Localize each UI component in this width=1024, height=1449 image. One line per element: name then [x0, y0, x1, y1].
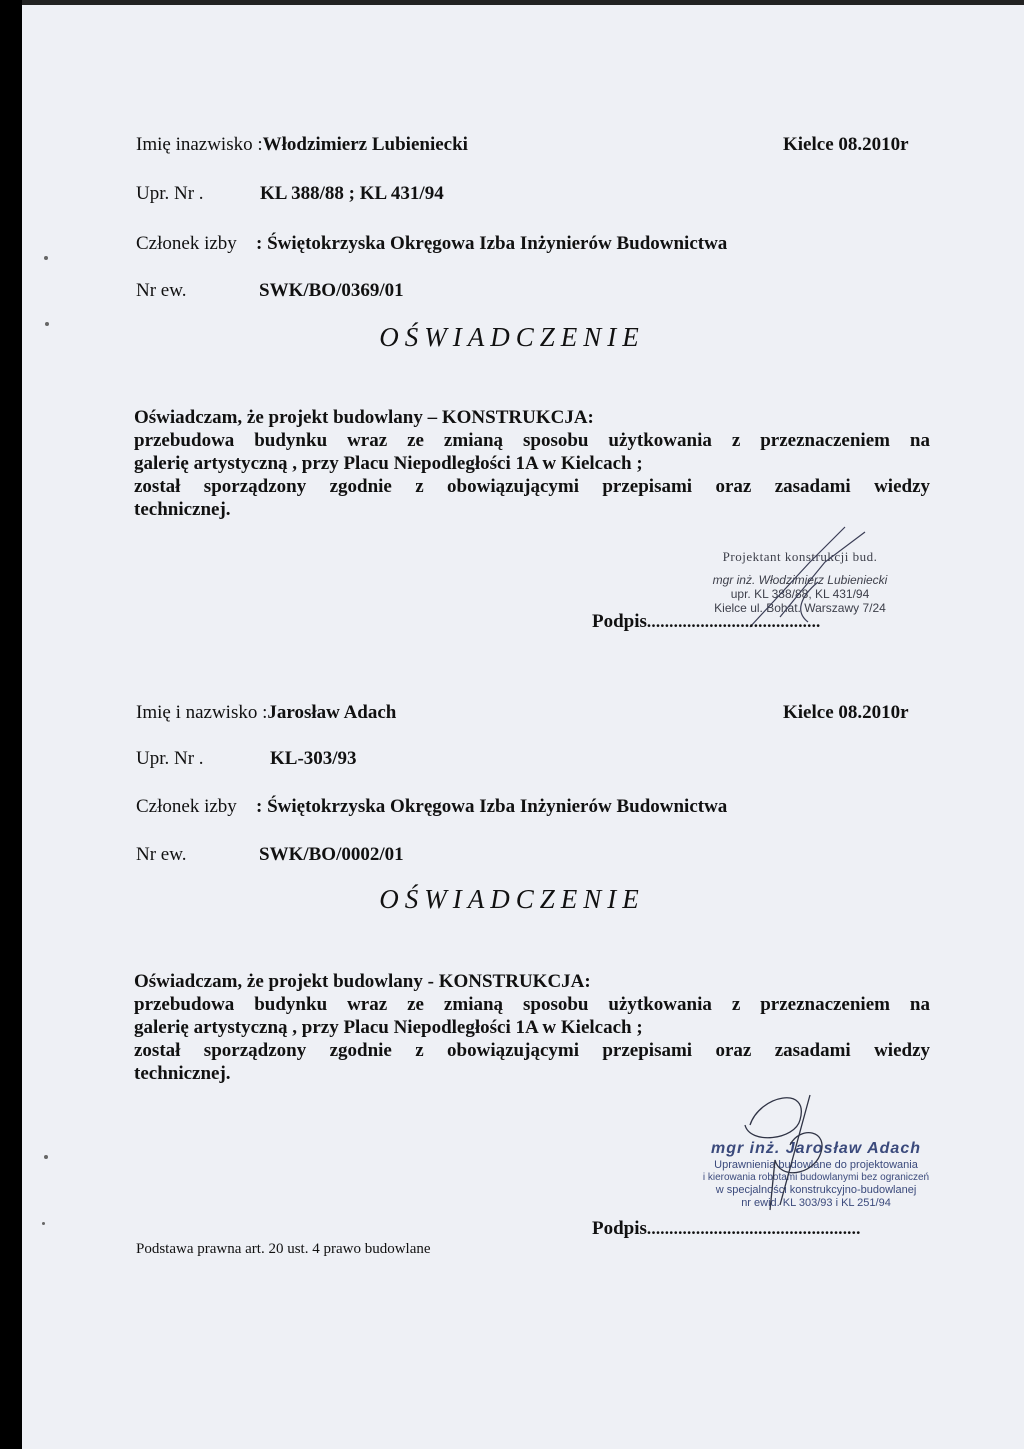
- scan-artifact-dot: [44, 1155, 48, 1159]
- body-line: technicznej.: [134, 1063, 231, 1084]
- place-date: Kielce 08.2010r: [783, 134, 909, 155]
- nr-ew-label: Nr ew.: [136, 844, 187, 865]
- nr-ew-label: Nr ew.: [136, 280, 187, 301]
- signature-label: Podpis: [592, 611, 647, 632]
- declaration-title: OŚWIADCZENIE: [379, 322, 645, 352]
- declaration-body: [134, 970, 930, 1085]
- upr-label: Upr. Nr .: [136, 748, 204, 769]
- stamp-line: mgr inż. Włodzimierz Lubieniecki: [712, 573, 888, 587]
- scan-left-edge: [0, 0, 22, 1449]
- signature-dots: .......................................: [646, 612, 821, 631]
- body-line: technicznej.: [134, 499, 231, 520]
- stamp-line: w specjalności konstrukcyjno-budowlanej: [715, 1184, 917, 1196]
- stamp-line: mgr inż. Jarosław Adach: [710, 1140, 921, 1157]
- stamp-line: Projektant konstrukcji bud.: [722, 549, 878, 564]
- body-line: Oświadczam, że projekt budowlany - KONSTRUKCJA:: [134, 971, 591, 992]
- stamp-line: Uprawnienia budowlane do projektowania: [714, 1159, 918, 1171]
- stamp-line: upr. KL 388/88, KL 431/94: [730, 587, 870, 601]
- signature-line: [592, 611, 820, 633]
- body-line: Oświadczam, że projekt budowlany – KONSTRUKCJA:: [134, 407, 594, 428]
- body-line: został sporządzony zgodnie z obowiązującymi przepisami oraz zasadami wiedzy: [134, 476, 930, 497]
- body-line: galerię artystyczną , przy Placu Niepodległości 1A w Kielcach ;: [134, 453, 643, 474]
- document-page: [22, 5, 1024, 1449]
- signature-label: Podpis: [592, 1218, 647, 1239]
- person-name: Jarosław Adach: [267, 702, 397, 723]
- name-label: Imię inazwisko :: [136, 134, 263, 155]
- signature-dots: ................................................: [646, 1219, 861, 1238]
- legal-basis-footer: Podstawa prawna art. 20 ust. 4 prawo budowlane: [136, 1241, 431, 1257]
- upr-value: KL-303/93: [270, 748, 357, 769]
- name-row: [136, 702, 396, 724]
- member-label: Członek izby: [136, 233, 237, 254]
- body-line: przebudowa budynku wraz ze zmianą sposobu użytkowania z przeznaczeniem na: [134, 994, 930, 1015]
- name-label: Imię i nazwisko :: [136, 702, 268, 723]
- handwritten-signature: [720, 1085, 870, 1215]
- scan-artifact-dot: [44, 256, 48, 260]
- declaration-title: OŚWIADCZENIE: [379, 884, 645, 914]
- body-line: galerię artystyczną , przy Placu Niepodległości 1A w Kielcach ;: [134, 1017, 643, 1038]
- upr-label: Upr. Nr .: [136, 183, 204, 204]
- body-line: przebudowa budynku wraz ze zmianą sposobu użytkowania z przeznaczeniem na: [134, 430, 930, 451]
- scan-artifact-dot: [42, 1222, 45, 1225]
- declaration-body: [134, 406, 930, 521]
- name-row: [136, 134, 468, 156]
- stamp-line: i kierowania robotami budowlanymi bez ograniczeń: [702, 1172, 930, 1183]
- stamp-line: Kielce ul. Bohat. Warszawy 7/24: [714, 601, 886, 615]
- person-name: Włodzimierz Lubieniecki: [262, 134, 468, 155]
- stamp-line: nr ewid. KL 303/93 i KL 251/94: [741, 1197, 891, 1209]
- upr-value: KL 388/88 ; KL 431/94: [260, 183, 444, 204]
- member-value: : Świętokrzyska Okręgowa Izba Inżynierów Budownictwa: [256, 796, 728, 817]
- place-date: Kielce 08.2010r: [783, 702, 909, 723]
- body-line: został sporządzony zgodnie z obowiązującymi przepisami oraz zasadami wiedzy: [134, 1040, 930, 1061]
- signature-line: [592, 1218, 861, 1240]
- nr-ew-value: SWK/BO/0369/01: [259, 280, 404, 301]
- nr-ew-value: SWK/BO/0002/01: [259, 844, 404, 865]
- member-label: Członek izby: [136, 796, 237, 817]
- member-value: : Świętokrzyska Okręgowa Izba Inżynierów Budownictwa: [256, 233, 728, 254]
